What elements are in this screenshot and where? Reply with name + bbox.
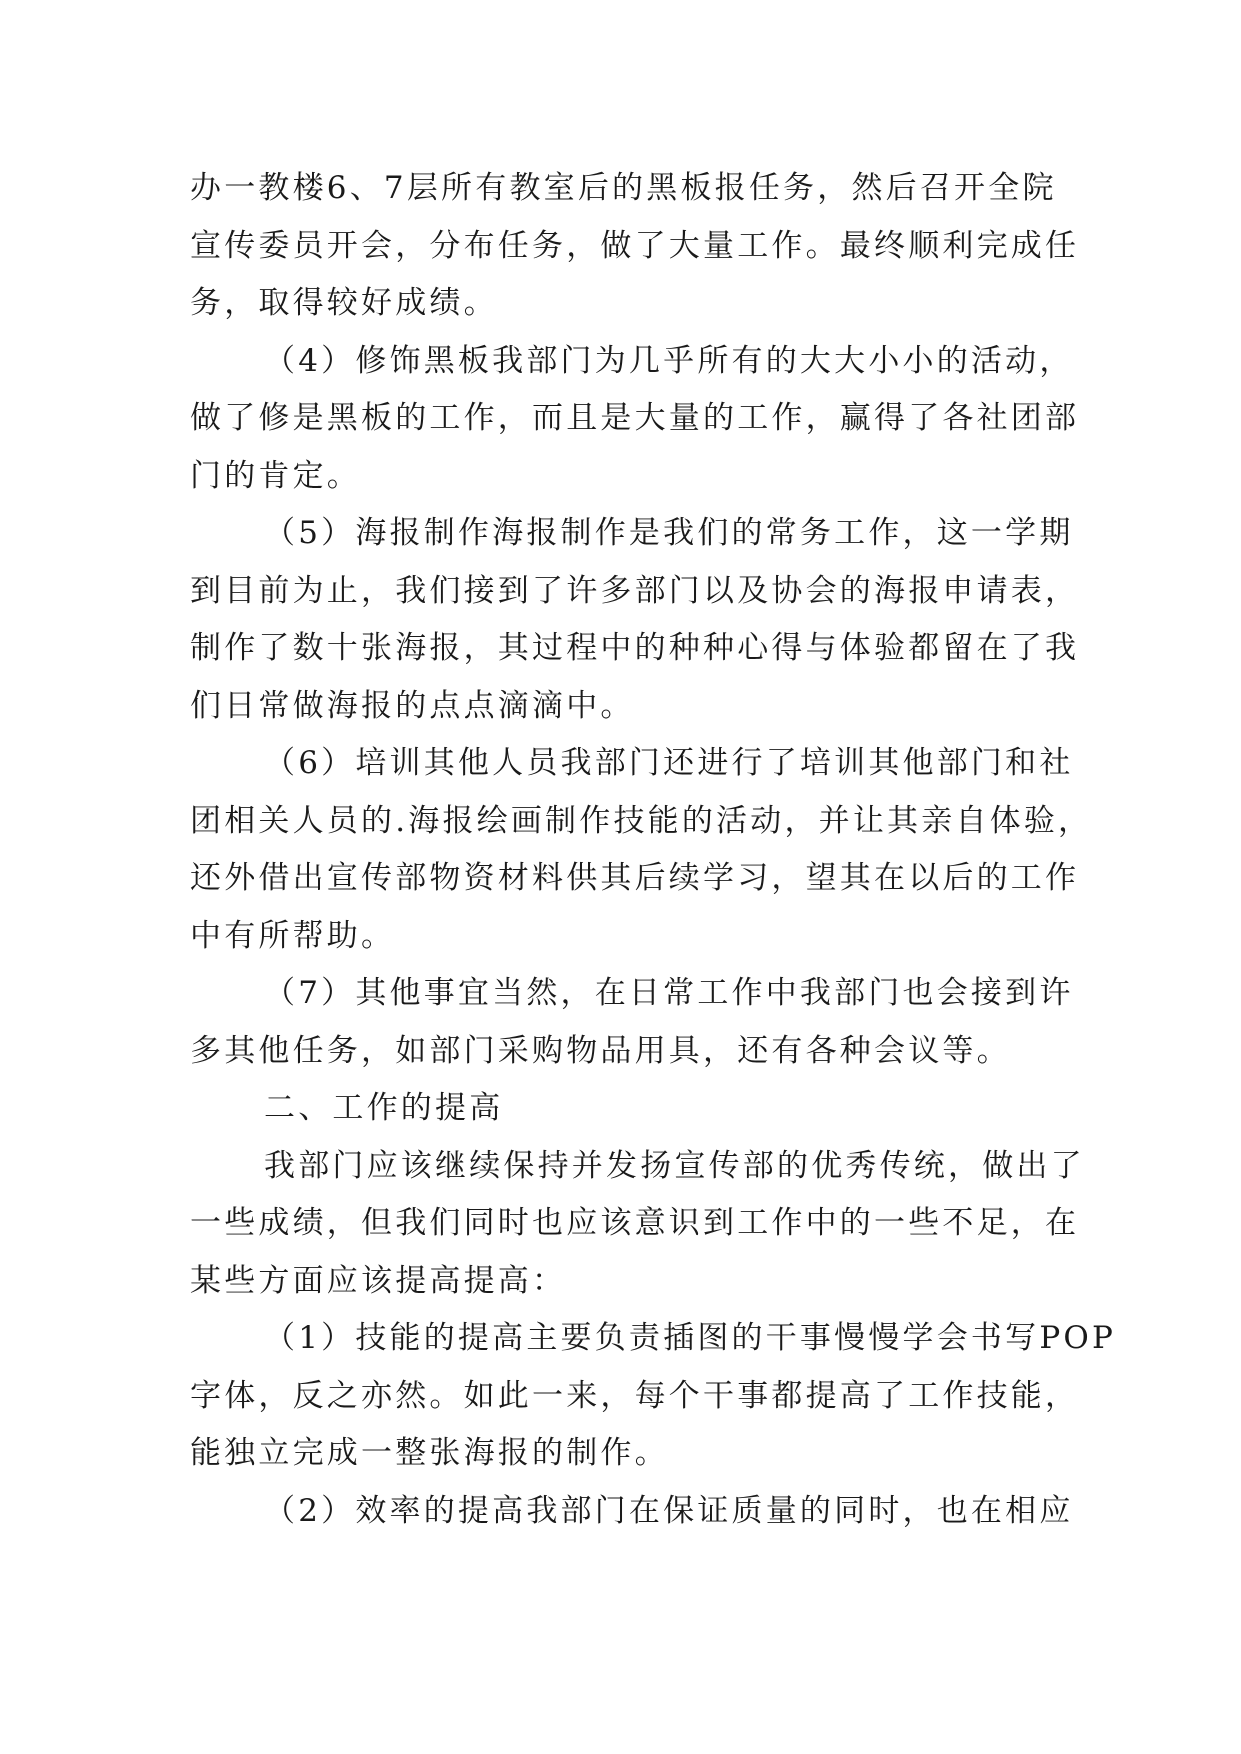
text-line: 到目前为止，我们接到了许多部门以及协会的海报申请表， xyxy=(190,572,1080,609)
text-line: 一些成绩，但我们同时也应该意识到工作中的一些不足，在 xyxy=(190,1205,1080,1241)
paragraph-start-line: 我部门应该继续保持并发扬宣传部的优秀传统，做出了 xyxy=(264,1147,1085,1184)
text-line: 制作了数十张海报，其过程中的种种心得与体验都留在了我 xyxy=(190,630,1080,666)
paragraph-start-line: （6）培训其他人员我部门还进行了培训其他部门和社 xyxy=(264,745,1074,781)
section-heading: 二、工作的提高 xyxy=(264,1090,504,1126)
text-line: 能独立完成一整张海报的制作。 xyxy=(190,1435,669,1471)
text-line: 团相关人员的.海报绘画制作技能的活动，并让其亲自体验， xyxy=(190,802,1093,839)
paragraph-start-line: （2）效率的提高我部门在保证质量的同时，也在相应 xyxy=(264,1492,1074,1529)
text-line: 字体，反之亦然。如此一来，每个干事都提高了工作技能， xyxy=(190,1377,1080,1414)
text-line: 多其他任务，如部门采购物品用具，还有各种会议等。 xyxy=(190,1032,1011,1069)
paragraph-start-line: （4）修饰黑板我部门为几乎所有的大大小小的活动， xyxy=(264,342,1074,379)
paragraph-start-line: （1）技能的提高主要负责插图的干事慢慢学会书写POP xyxy=(264,1320,1117,1356)
text-line: 做了修是黑板的工作，而且是大量的工作，赢得了各社团部 xyxy=(190,400,1080,436)
text-line: 们日常做海报的点点滴滴中。 xyxy=(190,687,635,724)
paragraph-start-line: （5）海报制作海报制作是我们的常务工作，这一学期 xyxy=(264,515,1074,551)
document-body xyxy=(190,160,1117,1540)
text-line: 宣传委员开会，分布任务，做了大量工作。最终顺利完成任 xyxy=(190,227,1080,264)
paragraph-start-line: （7）其他事宜当然，在日常工作中我部门也会接到许 xyxy=(264,975,1074,1011)
text-line: 办一教楼6、7层所有教室后的黑板报任务，然后召开全院 xyxy=(190,170,1057,206)
text-line: 中有所帮助。 xyxy=(190,917,396,954)
text-line: 还外借出宣传部物资材料供其后续学习，望其在以后的工作 xyxy=(190,860,1080,896)
text-line: 门的肯定。 xyxy=(190,457,361,494)
text-line: 某些方面应该提高提高： xyxy=(190,1262,567,1299)
text-line: 务，取得较好成绩。 xyxy=(190,285,498,321)
